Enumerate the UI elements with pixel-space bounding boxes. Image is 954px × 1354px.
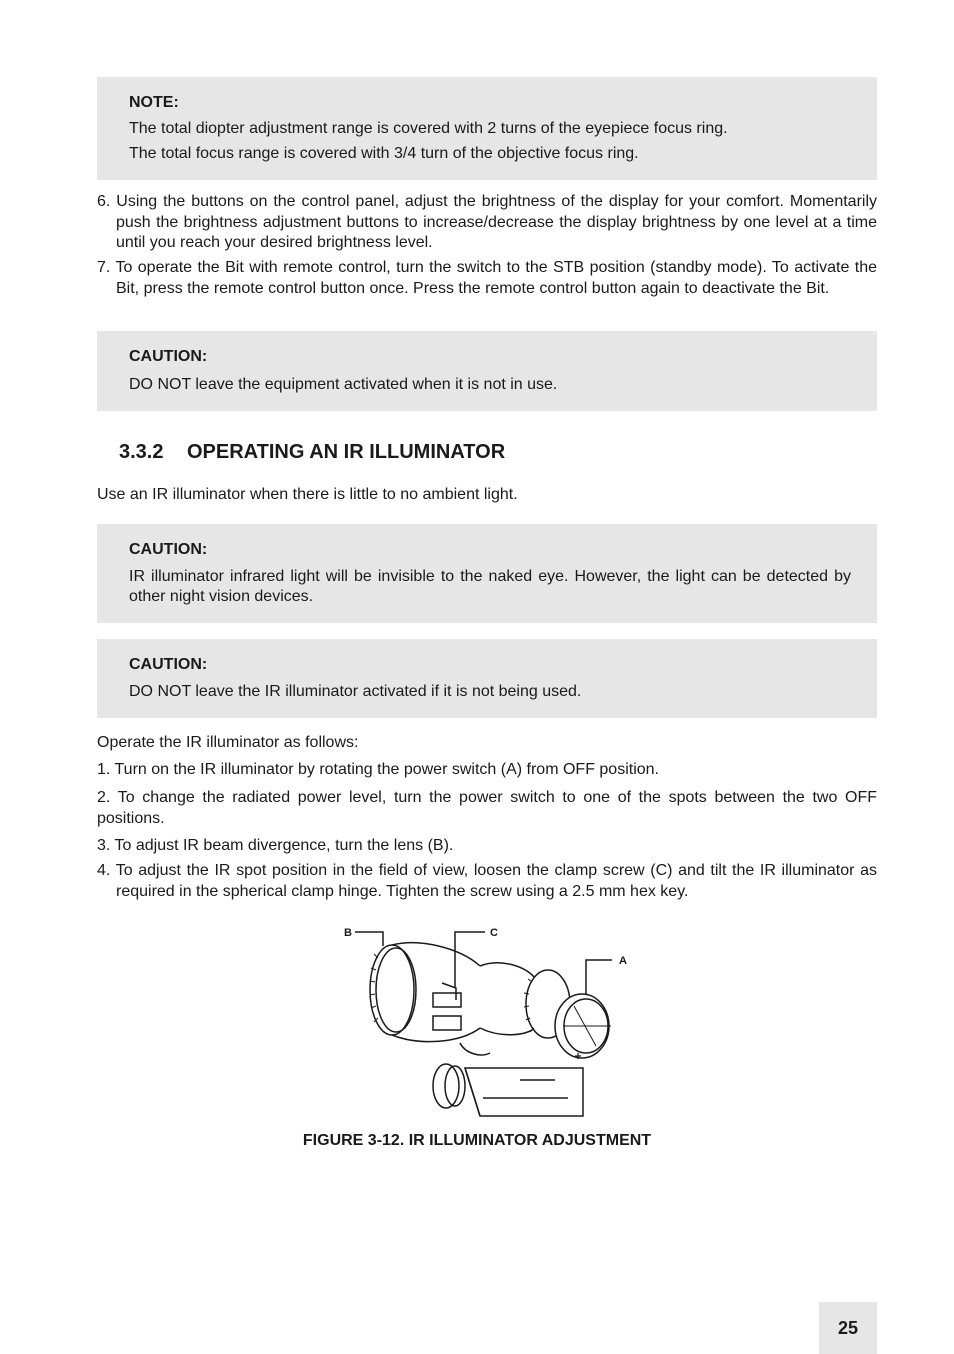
note-line-2: The total focus range is covered with 3/4 turn of the objective focus ring.	[129, 145, 639, 162]
step-3-text: To adjust IR beam divergence, turn the lens (B).	[114, 837, 454, 854]
note-line-1: The total diopter adjustment range is covered with 2 turns of the eyepiece focus ring.	[129, 120, 728, 137]
note-title: NOTE:	[129, 94, 179, 111]
step-2-number: 2.	[97, 789, 111, 806]
caution-3-title: CAUTION:	[129, 656, 208, 673]
caution-box-2	[97, 524, 877, 623]
caution-2-title: CAUTION:	[129, 541, 208, 558]
step-1	[97, 760, 877, 781]
ir-illuminator-figure	[330, 918, 650, 1124]
step-2	[97, 788, 877, 829]
page-number	[819, 1302, 877, 1354]
step-4-text: To adjust the IR spot position in the field of view, loosen the clamp screw (C) and tilt the IR illuminator as required in the spherical clamp hinge. Tighten the screw using a 2.5 mm hex key.	[115, 862, 878, 900]
intro-paragraph: Use an IR illuminator when there is little to no ambient light.	[97, 486, 518, 503]
step-3	[97, 836, 877, 857]
caution-1-title: CAUTION:	[129, 348, 208, 365]
step-6-number: 6.	[97, 193, 111, 210]
label-a: A	[619, 955, 627, 967]
label-c-leader	[455, 932, 485, 988]
operate-intro: Operate the IR illuminator as follows:	[97, 734, 359, 751]
caution-1-text: DO NOT leave the equipment activated when it is not in use.	[129, 376, 558, 393]
section-heading	[119, 441, 505, 464]
step-7	[97, 258, 877, 299]
step-4-number: 4.	[97, 862, 111, 879]
caution-box-1	[97, 331, 877, 411]
caution-2-text: IR illuminator infrared light will be invisible to the naked eye. However, the light can be detected by other night vision devices.	[129, 568, 851, 605]
label-c: C	[490, 927, 498, 939]
label-b: B	[344, 927, 352, 939]
step-6-text: Using the buttons on the control panel, adjust the brightness of the display for your comfort. Momentarily push the brightness adjustment buttons to increase/decrease the display brightness by one level at a time until you reach your desired brightness level.	[116, 193, 878, 251]
caution-3-text: DO NOT leave the IR illuminator activated if it is not being used.	[129, 683, 582, 700]
step-1-text: Turn on the IR illuminator by rotating the power switch (A) from OFF position.	[114, 761, 659, 778]
step-6	[97, 192, 877, 254]
step-1-number: 1.	[97, 761, 111, 778]
label-a-leader	[586, 960, 612, 1000]
section-title: OPERATING AN IR ILLUMINATOR	[187, 441, 506, 463]
label-b-leader	[355, 932, 383, 946]
note-box	[97, 77, 877, 180]
step-7-text: To operate the Bit with remote control, turn the switch to the STB position (standby mode). To activate the Bit, press the remote control button once. Press the remote control button again to deactivate the Bit.	[115, 259, 877, 297]
caution-box-3	[97, 639, 877, 718]
section-number: 3.3.2	[119, 441, 164, 463]
step-4	[97, 861, 877, 902]
step-2-text: To change the radiated power level, turn the power switch to one of the spots between the two OFF positions.	[97, 789, 878, 827]
figure-caption: FIGURE 3-12. IR ILLUMINATOR ADJUSTMENT	[302, 1132, 652, 1149]
step-3-number: 3.	[97, 837, 111, 854]
page-number-text: 25	[837, 1317, 859, 1338]
step-7-number: 7.	[97, 259, 111, 276]
